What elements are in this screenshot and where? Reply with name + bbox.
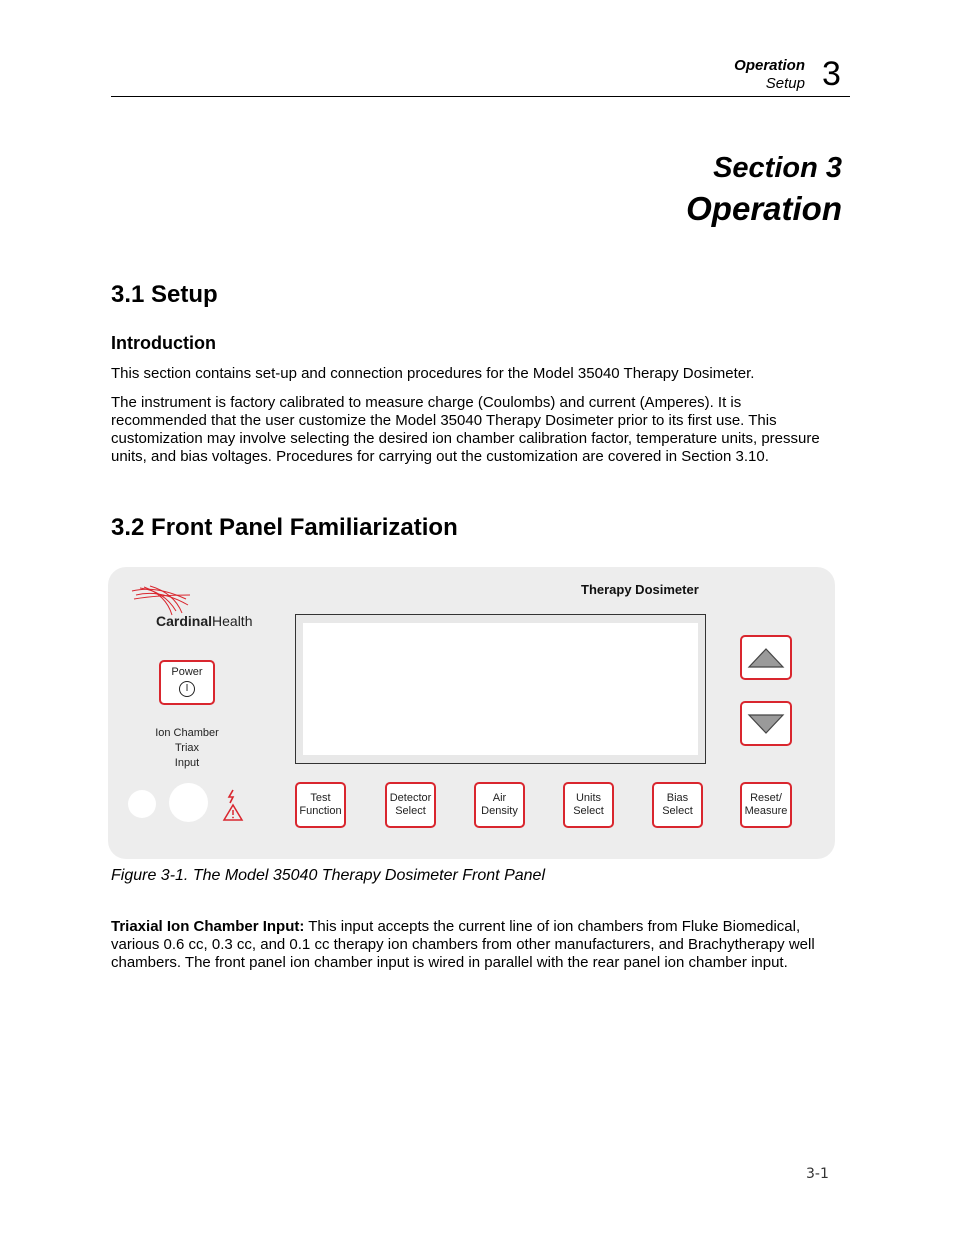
- section-label: Section 3: [713, 152, 842, 184]
- triax-description: This input accepts the current line of ion chambers from Fluke Biomedical, various 0.6 cc, 0.3 cc, and 0.1 cc therapy ion chambers from other manufacturers, and Brachytherapy well chambers. The front panel ion chamber input is wired in parallel with the rear panel ion chamber input.: [111, 918, 815, 971]
- page-number: 3-1: [806, 1166, 829, 1182]
- ion-chamber-input-label: Ion Chamber Triax Input: [155, 727, 219, 769]
- intro-paragraph-2: The instrument is factory calibrated to measure charge (Coulombs) and current (Amperes). It is recommended that the user customize the Model 35040 Therapy Dosimeter prior to its first use. This customization may involve selecting the desired ion chamber calibration factor, temperature units, pressure units, and bias voltages. Procedures for carrying out the customization are covered in Section 3.10.: [111, 394, 820, 465]
- header-rule: [111, 96, 850, 97]
- running-header-subtitle: Setup: [765, 75, 805, 92]
- chapter-number: 3: [822, 55, 841, 93]
- arrow-down-icon: [747, 713, 785, 735]
- detector-select-button[interactable]: Detector Select: [385, 782, 436, 828]
- air-density-button[interactable]: Air Density: [474, 782, 525, 828]
- input-jack-small: [128, 790, 156, 818]
- lcd-display: [295, 614, 706, 764]
- units-select-button[interactable]: Units Select: [563, 782, 614, 828]
- arrow-up-button[interactable]: [740, 635, 792, 680]
- warning-triangle-icon: [222, 789, 244, 821]
- intro-paragraph-1: This section contains set-up and connection procedures for the Model 35040 Therapy Dosimeter.: [111, 365, 755, 382]
- section-title: Operation: [686, 190, 842, 227]
- triax-input-jack: [169, 783, 208, 822]
- power-label: Power: [171, 666, 203, 678]
- bias-select-button[interactable]: Bias Select: [652, 782, 703, 828]
- test-function-button[interactable]: Test Function: [295, 782, 346, 828]
- product-name: Therapy Dosimeter: [581, 582, 699, 597]
- lcd-screen: [303, 623, 698, 755]
- power-symbol-icon: I: [179, 681, 195, 697]
- familiarization-heading: 3.2 Front Panel Familiarization: [111, 514, 458, 541]
- power-button[interactable]: [159, 660, 215, 705]
- figure-caption: Figure 3-1. The Model 35040 Therapy Dosimeter Front Panel: [111, 867, 545, 884]
- introduction-heading: Introduction: [111, 333, 216, 353]
- brand-logo-text: CardinalHealth: [156, 613, 253, 629]
- reset-measure-button[interactable]: Reset/ Measure: [740, 782, 792, 828]
- setup-heading: 3.1 Setup: [111, 281, 218, 308]
- triax-term: Triaxial Ion Chamber Input:: [111, 918, 305, 935]
- front-panel-figure: [108, 567, 835, 859]
- arrow-up-icon: [747, 647, 785, 669]
- triax-input-paragraph: [111, 918, 841, 972]
- running-header-title: Operation: [734, 57, 805, 74]
- arrow-down-button[interactable]: [740, 701, 792, 746]
- lightning-icon: [229, 790, 233, 803]
